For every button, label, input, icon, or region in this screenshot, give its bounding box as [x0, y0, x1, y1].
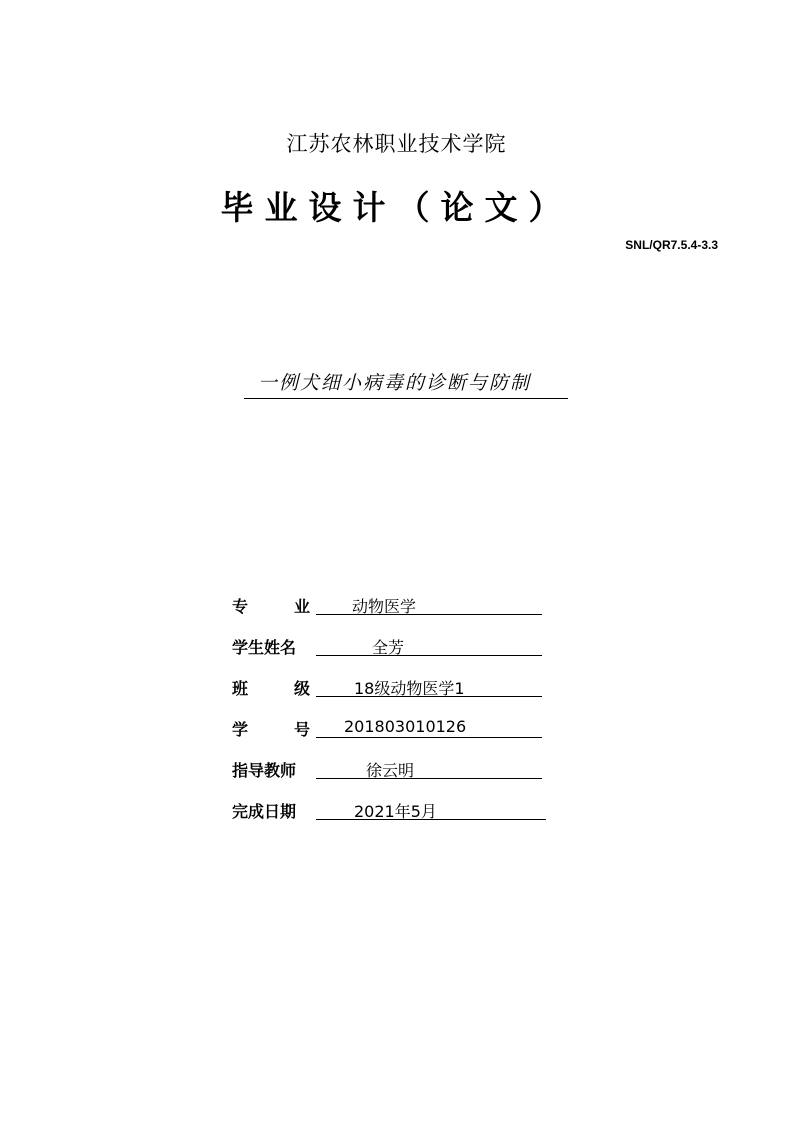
- form-code: SNL/QR7.5.4-3.3: [625, 238, 718, 252]
- school-name: 江苏农林职业技术学院: [286, 132, 507, 156]
- info-label-advisor: [232, 758, 310, 781]
- label-part: 完成日期: [232, 802, 297, 821]
- label-part: 级: [293, 679, 310, 698]
- info-value-student-id: [316, 717, 542, 738]
- label-part: 班: [232, 679, 249, 698]
- info-row-class: [232, 670, 552, 711]
- info-row-student-name: [232, 629, 552, 670]
- value-text: 动物医学: [352, 597, 417, 616]
- value-text: 徐云明: [366, 761, 415, 780]
- info-table: [232, 588, 552, 834]
- info-label-major: [232, 594, 310, 617]
- value-text: 18级动物医学1: [354, 679, 465, 698]
- label-part: 号: [293, 720, 310, 739]
- thesis-title: 一例犬细小病毒的诊断与防制: [244, 368, 568, 399]
- info-value-advisor: [316, 758, 542, 779]
- info-row-advisor: [232, 752, 552, 793]
- label-part: 学生姓名: [232, 638, 297, 657]
- value-text: 全芳: [372, 638, 405, 657]
- label-part: 学: [232, 720, 249, 739]
- info-row-completion-date: [232, 793, 552, 834]
- info-row-student-id: [232, 711, 552, 752]
- info-row-major: [232, 588, 552, 629]
- info-value-student-name: [316, 635, 542, 656]
- info-value-completion-date: [316, 799, 546, 820]
- label-part: 业: [293, 597, 310, 616]
- info-value-major: [316, 594, 542, 615]
- info-label-class: [232, 676, 310, 699]
- info-value-class: [316, 676, 542, 697]
- info-label-completion-date: [232, 799, 310, 822]
- value-text: 2021年5月: [354, 802, 437, 821]
- value-text: 201803010126: [344, 717, 467, 736]
- label-part: 指导教师: [232, 761, 297, 780]
- info-label-student-id: [232, 717, 310, 740]
- info-label-student-name: [232, 635, 310, 658]
- label-part: 专: [232, 597, 249, 616]
- document-title: 毕业设计（论文）: [220, 188, 573, 227]
